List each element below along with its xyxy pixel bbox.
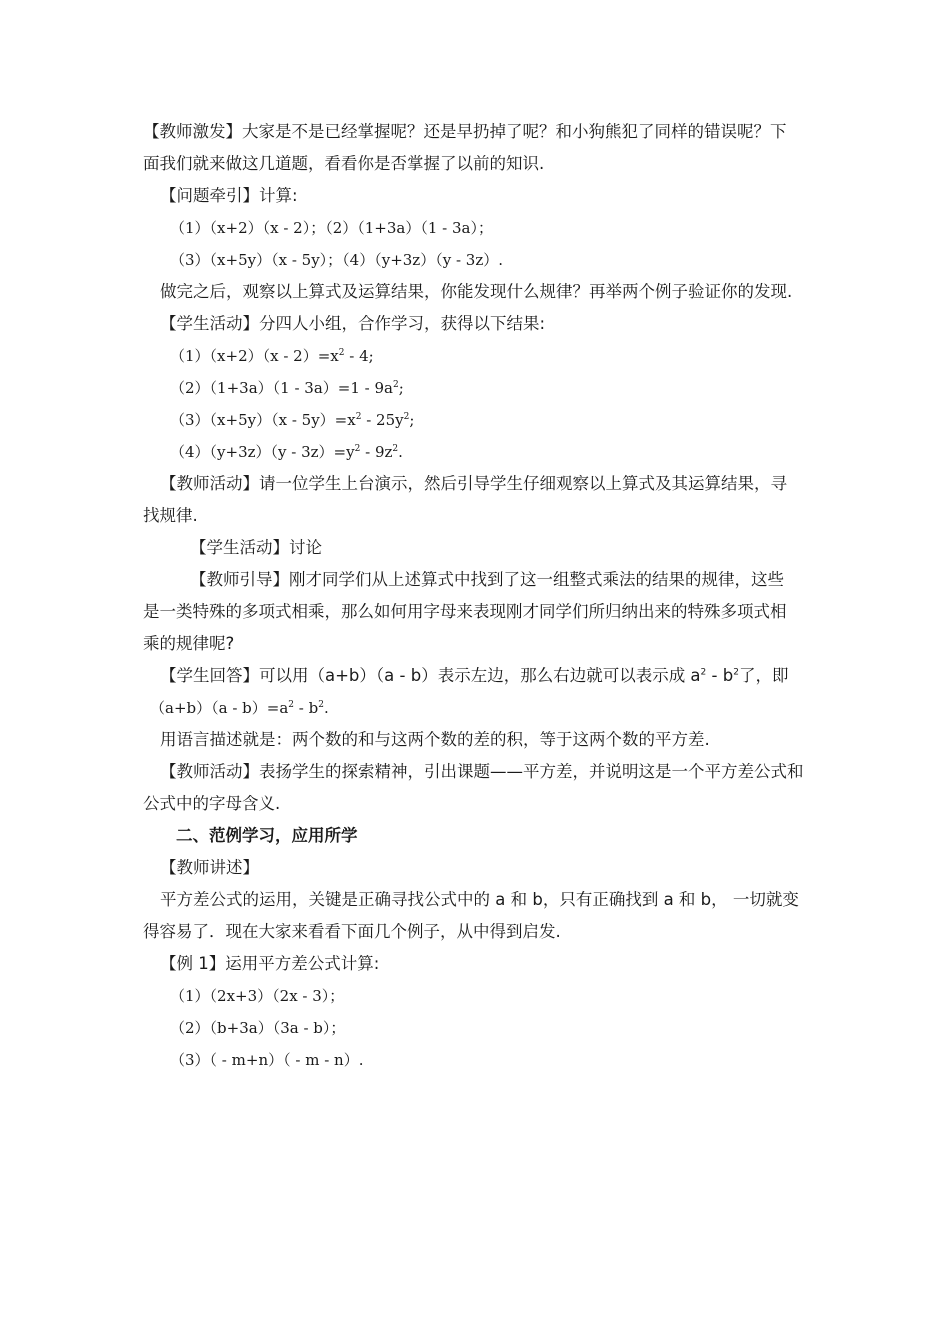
student-answer-exponent-1: 2 bbox=[700, 667, 707, 678]
paragraph-formula-usage-line-1: 平方差公式的运用，关键是正确寻找公式中的 a 和 b，只有正确找到 a 和 b， 一切就变 bbox=[160, 890, 799, 909]
result-line-4 bbox=[170, 440, 403, 464]
paragraph-teacher-lecture: 【教师讲述】 bbox=[160, 858, 259, 877]
paragraph-teacher-guide-line-3: 乘的规律呢? bbox=[143, 634, 235, 653]
paragraph-teacher-inspire-line-1: 【教师激发】大家是不是已经掌握呢？还是早扔掉了呢？和小狗熊犯了同样的错误呢？下 bbox=[143, 122, 787, 141]
formula-text: （a+b）（a - b）=a bbox=[150, 699, 289, 717]
formula-exponent-2: 2 bbox=[318, 700, 324, 710]
paragraph-teacher-guide-line-1: 【教师引导】刚才同学们从上述算式中找到了这一组整式乘法的结果的规律，这些 bbox=[190, 570, 784, 589]
question-line-2: （3）（x+5y）（x - 5y）；（4）（y+3z）（y - 3z）. bbox=[170, 251, 503, 269]
question-line-1: （1）（x+2）（x - 2）；（2）（1+3a）（1 - 3a）； bbox=[170, 219, 493, 237]
result-4-exponent-1: 2 bbox=[354, 444, 361, 454]
example-item-3: （3）（ - m+n）（ - m - n）. bbox=[170, 1051, 364, 1069]
example-heading: 【例 1】运用平方差公式计算: bbox=[160, 954, 380, 973]
result-4-tail: . bbox=[398, 443, 403, 461]
paragraph-teacher-guide-line-2: 是一类特殊的多项式相乘，那么如何用字母来表现刚才同学们所归纳出来的特殊多项式相 bbox=[143, 602, 787, 621]
result-3-tail: ; bbox=[409, 411, 415, 429]
result-line-1 bbox=[170, 344, 374, 368]
result-1-tail: - 4; bbox=[344, 347, 374, 365]
paragraph-teacher-inspire-line-2: 面我们就来做这几道题，看看你是否掌握了以前的知识. bbox=[143, 154, 545, 173]
result-line-3 bbox=[170, 408, 414, 432]
formula-exponent-1: 2 bbox=[288, 700, 295, 710]
paragraph-student-discuss: 【学生活动】讨论 bbox=[190, 538, 322, 557]
paragraph-teacher-activity-2-line-1: 【教师活动】表扬学生的探索精神，引出课题——平方差，并说明这是一个平方差公式和 bbox=[160, 762, 804, 781]
paragraph-problem-guide: 【问题牵引】计算: bbox=[160, 186, 298, 205]
student-answer-tail: 了，即 bbox=[738, 666, 789, 685]
result-1-exponent: 2 bbox=[338, 348, 345, 358]
example-item-1: （1）（2x+3）（2x - 3）； bbox=[170, 987, 345, 1005]
paragraph-student-answer-line-1 bbox=[160, 664, 788, 688]
result-line-2 bbox=[170, 376, 404, 400]
student-answer-minus-b: - b bbox=[706, 666, 734, 685]
result-3-text: （3）（x+5y）（x - 5y）=x bbox=[170, 411, 356, 429]
paragraph-student-activity: 【学生活动】分四人小组，合作学习，获得以下结果: bbox=[160, 314, 546, 333]
result-2-tail: ; bbox=[398, 379, 404, 397]
example-item-2: （2）（b+3a）（3a - b）； bbox=[170, 1019, 346, 1037]
result-2-exponent: 2 bbox=[392, 380, 399, 390]
section-heading: 二、范例学习，应用所学 bbox=[176, 826, 358, 845]
paragraph-teacher-activity-1-line-1: 【教师活动】请一位学生上台演示，然后引导学生仔细观察以上算式及其运算结果，寻 bbox=[160, 474, 787, 493]
paragraph-formula-usage-line-2: 得容易了．现在大家来看看下面几个例子，从中得到启发. bbox=[143, 922, 561, 941]
result-4-exponent-2: 2 bbox=[392, 444, 399, 454]
result-3-exponent-1: 2 bbox=[355, 412, 362, 422]
student-answer-text: 【学生回答】可以用（a+b）（a - b）表示左边，那么右边就可以表示成 a bbox=[160, 666, 701, 685]
paragraph-teacher-activity-2-line-2: 公式中的字母含义. bbox=[143, 794, 281, 813]
result-3-exponent-2: 2 bbox=[403, 412, 410, 422]
paragraph-language-description: 用语言描述就是：两个数的和与这两个数的差的积，等于这两个数的平方差. bbox=[160, 730, 710, 749]
paragraph-observe: 做完之后，观察以上算式及运算结果，你能发现什么规律？再举两个例子验证你的发现. bbox=[160, 282, 793, 301]
formula-period: . bbox=[323, 699, 329, 717]
result-1-text: （1）（x+2）（x - 2）=x bbox=[170, 347, 339, 365]
paragraph-student-answer-line-2 bbox=[150, 696, 329, 720]
formula-minus-b: - b bbox=[294, 699, 319, 717]
result-4-text: （4）（y+3z）（y - 3z）=y bbox=[170, 443, 355, 461]
result-4-middle: - 9z bbox=[360, 443, 393, 461]
result-2-text: （2）（1+3a）（1 - 3a）=1 - 9a bbox=[170, 379, 393, 397]
result-3-middle: - 25y bbox=[361, 411, 404, 429]
paragraph-teacher-activity-1-line-2: 找规律. bbox=[143, 506, 198, 525]
student-answer-exponent-2: 2 bbox=[733, 667, 739, 678]
